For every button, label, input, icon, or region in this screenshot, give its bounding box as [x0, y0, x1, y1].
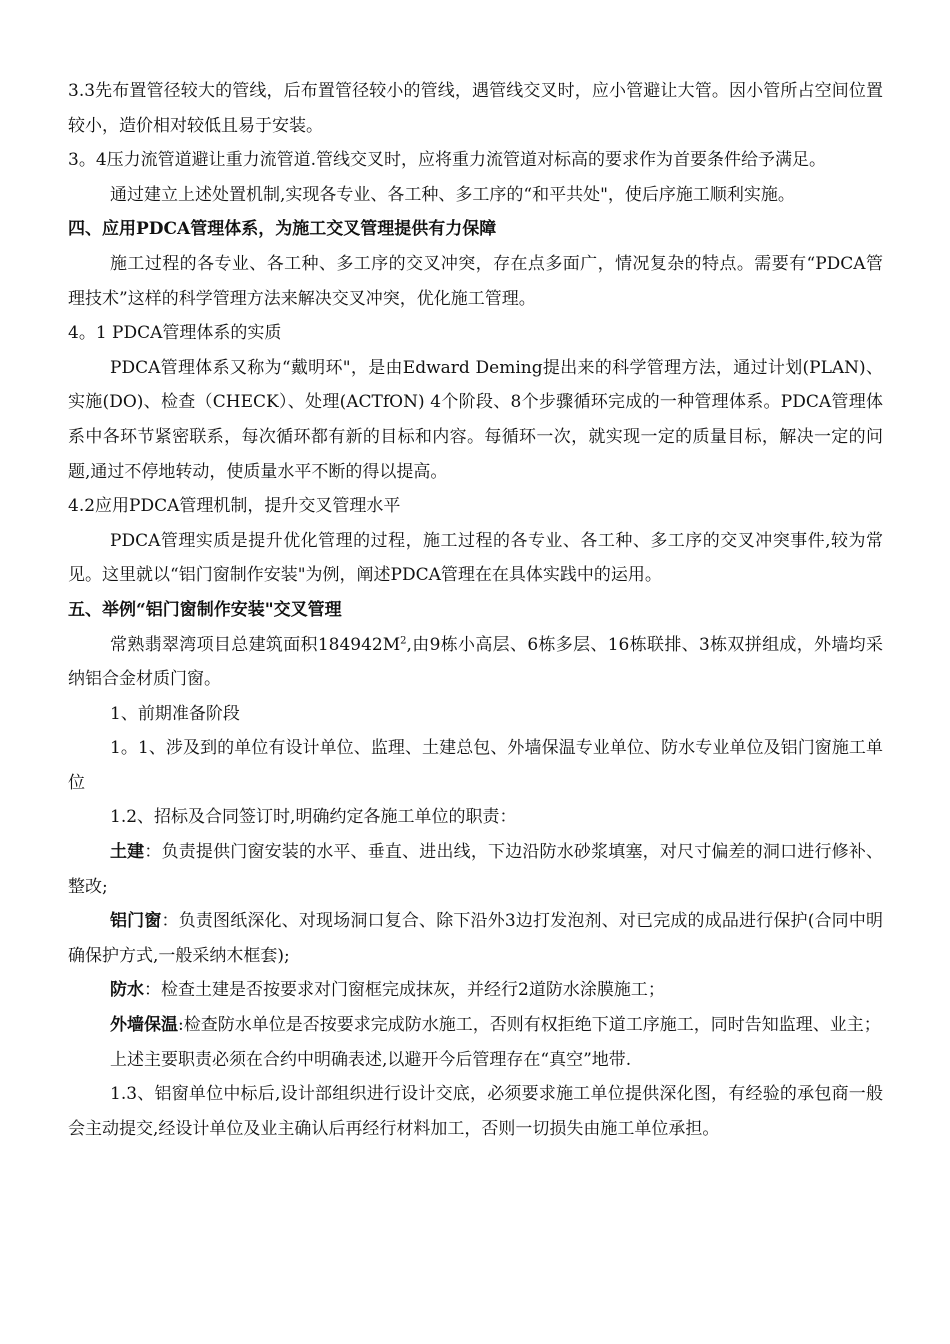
paragraph-3-3: 3.3先布置管径较大的管线，后布置管径较小的管线，遇管线交叉时，应小管避让大管。因小管所占空间位置较小，造价相对较低且易于安装。: [68, 81, 883, 136]
paragraph-1-2: 1.2、招标及合同签订时,明确约定各施工单位的职责：: [110, 807, 517, 828]
project-overview-text-cont: ,由9栋小高层、6栋多层、16栋联排、3栋双拼组成，外墙均采纳铝合金材质门窗。: [68, 634, 883, 690]
duty-text: 负责提供门窗安装的水平、垂直、进出线，下边沿防水砂浆填塞，对尺寸偏差的洞口进行修补、整改;: [68, 842, 884, 897]
duty-label: 外墙保温: [110, 1015, 178, 1036]
subsection-heading-4-1: 4。1 PDCA管理体系的实质: [68, 323, 282, 344]
paragraph-preparation-stage: 1、前期准备阶段: [110, 703, 240, 724]
duty-text: 负责图纸深化、对现场洞口复合、除下沿外3边打发泡剂、对已完成的成品进行保护(合同中明确保护方式,一般采纳木框套);: [68, 911, 884, 966]
area-unit-superscript: 2: [400, 634, 407, 646]
duty-text: 检查防水单位是否按要求完成防水施工，否则有权拒绝下道工序施工，同时告知监理、业主；: [183, 1015, 881, 1036]
paragraph-section-4-intro: 施工过程的各专业、各工种、多工序的交叉冲突，存在点多面广，情况复杂的特点。需要有“PDCA管理技术”这样的科学管理方法来解决交叉冲突，优化施工管理。: [68, 253, 883, 309]
paragraph-3-4: 3。4压力流管道避让重力流管道.管线交叉时，应将重力流管道对标高的要求作为首要条件给予满足。: [68, 150, 827, 171]
duty-waterproofing: [68, 973, 883, 1008]
duty-label: 铝门窗: [110, 911, 162, 932]
duty-text: 检查土建是否按要求对门窗框完成抹灰，并经行2道防水涂膜施工；: [161, 980, 665, 1001]
paragraph-pdca-essence: PDCA管理体系又称为“戴明环"，是由Edward Deming提出来的科学管理方法，通过计划(PLAN)、实施(DO)、检查（CHECK）、处理(ACTfON) 4个阶段、8个步骤循环完成的一种管理体系。PDCA管理体系中各环节紧密联系，每次循环都有新的目标和内容。每循环一次，就实现一定的质量目标，解决一定的问题,通过不停地转动，使质量水平不断的得以提高。: [68, 357, 883, 482]
paragraph-1-1: 1。1、涉及到的单位有设计单位、监理、土建总包、外墙保温专业单位、防水专业单位及铝门窗施工单位: [68, 738, 883, 793]
project-overview-text: 常熟翡翠湾项目总建筑面积184942M: [110, 634, 401, 655]
duty-aluminum-windows: [68, 904, 883, 973]
paragraph-summary: 通过建立上述处置机制,实现各专业、各工种、多工序的“和平共处"，使后序施工顺利实施。: [110, 184, 795, 205]
duty-separator: ：: [161, 911, 179, 932]
duty-label: 土建: [110, 842, 145, 863]
duty-exterior-insulation: [68, 1008, 883, 1043]
duty-separator: :: [178, 1015, 184, 1036]
document-body: [68, 74, 883, 1146]
duty-civil-works: [68, 835, 883, 904]
duty-label: 防水: [110, 980, 144, 1001]
paragraph-contract-note: 上述主要职责必须在合约中明确表述,以避开今后管理存在“真空”地带.: [110, 1049, 632, 1070]
paragraph-pdca-application: PDCA管理实质是提升优化管理的过程，施工过程的各专业、各工种、多工序的交叉冲突事件,较为常见。这里就以“铝门窗制作安装"为例，阐述PDCA管理在在具体实践中的运用。: [68, 530, 883, 586]
duty-separator: ：: [144, 980, 161, 1001]
paragraph-project-overview: [68, 628, 883, 697]
paragraph-1-3: 1.3、铝窗单位中标后,设计部组织进行设计交底，必须要求施工单位提供深化图，有经验的承包商一般会主动提交,经设计单位及业主确认后再经行材料加工，否则一切损失由施工单位承担。: [68, 1084, 883, 1139]
section-heading-4: 四、应用PDCA管理体系，为施工交叉管理提供有力保障: [68, 219, 497, 240]
subsection-heading-4-2: 4.2应用PDCA管理机制，提升交叉管理水平: [68, 496, 401, 517]
duty-separator: ：: [144, 842, 162, 863]
section-heading-5: 五、举例“铝门窗制作安装"交叉管理: [68, 599, 342, 620]
